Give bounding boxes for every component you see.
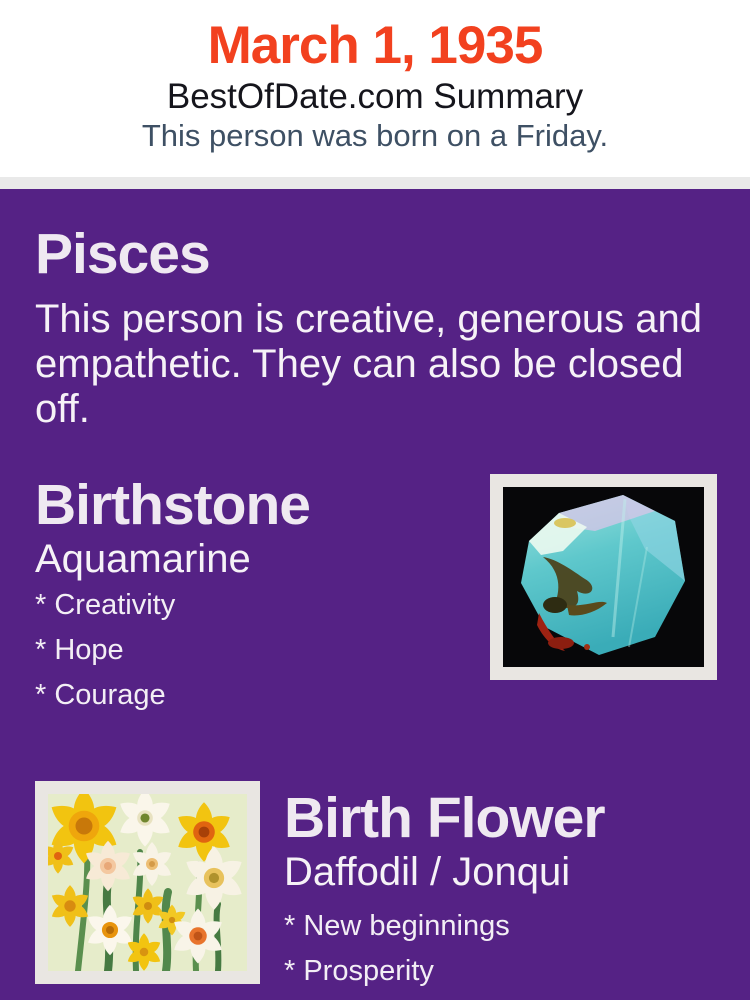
birthstone-text [35,474,310,723]
birthstone-trait: * Creativity [35,589,176,621]
header-divider [0,177,750,189]
birthstone-trait: * Hope [35,634,124,666]
birth-flower-name: Daffodil / Jonqui [284,850,571,894]
birth-flower-trait: * Prosperity [284,955,434,987]
daffodil-flowers-image [35,781,260,984]
birthstone-name: Aquamarine [35,537,251,581]
birth-flower-traits [284,909,605,988]
birthstone-trait: * Courage [35,679,166,711]
birthstone-section [35,474,717,723]
birthstone-title: Birthstone [35,473,310,537]
birth-flower-section [35,781,717,999]
birthstone-traits [35,588,310,712]
header [0,0,750,177]
date-title: March 1, 1935 [207,16,543,75]
birth-flower-trait: * New beginnings [284,910,510,942]
born-on-weekday: This person was born on a Friday. [141,118,609,153]
birth-flower-text [284,781,605,999]
birth-flower-title: Birth Flower [284,786,605,850]
zodiac-sign-title: Pisces [35,222,210,286]
details-panel [0,189,750,1000]
aquamarine-stone-image [490,474,717,680]
site-summary: BestOfDate.com Summary [166,77,584,116]
zodiac-description: This person is creative, generous and empathetic. They can also be closed off. [35,297,703,431]
